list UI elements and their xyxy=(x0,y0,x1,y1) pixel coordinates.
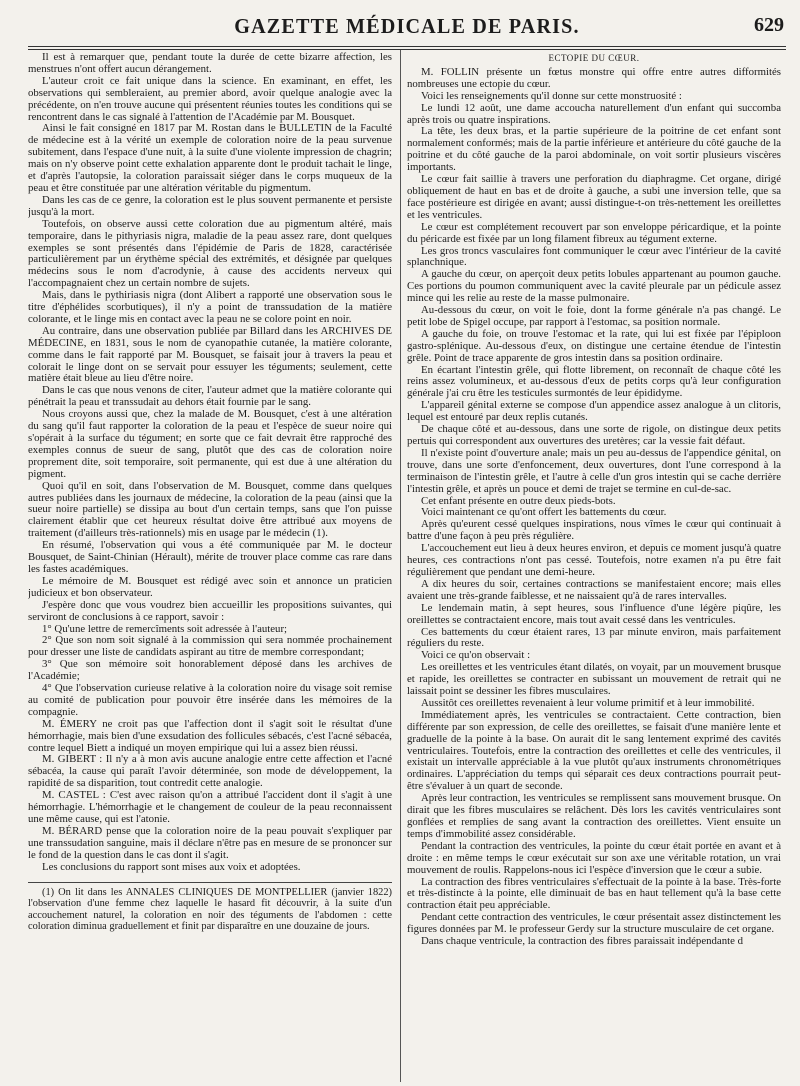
left-column xyxy=(28,52,392,1082)
column-divider xyxy=(400,50,401,1082)
paragraph: 1° Qu'une lettre de remercîments soit adressée à l'auteur; xyxy=(42,622,288,635)
paragraph: Il n'existe point d'ouverture anale; mais un peu au-dessus de l'appendice génital, on trouve, dans une sorte d'enfoncement, deux ouvertures, dont l'une correspond à la terminaison de l'intestin grêle, et l'autre à celle d'un gros intestin qui se cache derrière l'intestin grêle, et après un pouce et demi de trajet se termine en cul-de-sac. xyxy=(407,446,781,495)
header-rule-double xyxy=(28,49,786,50)
paragraph: 2° Que son nom soit signalé à la commission qui sera nommée prochainement pour dresser une liste de candidats aspirant au titre de membre correspondant; xyxy=(28,634,392,659)
paragraph: Le cœur est complétement recouvert par son enveloppe péricardique, et la pointe du péricarde est fixée par un long filament fibreux au tégument externe. xyxy=(407,220,781,245)
page-number: 629 xyxy=(754,14,784,36)
paragraph: En résumé, l'observation qui vous a été communiquée par M. le docteur Bousquet, de Saint-Chinian (Hérault), mérite de trouver place comme cas rare dans les fastes académiques. xyxy=(28,539,392,575)
paragraph: J'espère donc que vous voudrez bien accueillir les propositions suivantes, qui serviront de conclusions à ce rapport, savoir : xyxy=(28,598,392,623)
header-rule xyxy=(28,46,786,47)
paragraph: 4° Que l'observation curieuse relative à la coloration noire du visage soit remise au comité de publication pour pouvoir être insérée dans les mémoires de la compagnie. xyxy=(28,682,392,718)
paragraph: Il est à remarquer que, pendant toute la durée de cette bizarre affection, les menstrues n'ont offert aucun dérangement. xyxy=(28,52,392,75)
paragraph: Dans les cas de ce genre, la coloration est le plus souvent permanente et persiste jusqu'à la mort. xyxy=(28,193,392,218)
paragraph: Toutefois, on observe aussi cette coloration due au pigmentum altéré, mais temporaire, dans le pithyriasis nigra, maladie de la peau assez rare, dont quelques exemples se sont présentés dans l'épidémie de Paris de 1828, caractérisée particulièrement par un érythème spécial des extrémités, et désignée par quelques médecins sous le nom d'acrodynie, à cause des accidents nerveux qui l'accompagnaient chez un certain nombre de sujets. xyxy=(28,217,392,290)
paragraph: Immédiatement après, les ventricules se contractaient. Cette contraction, bien différente par son expression, de celle des oreillettes, se faisait d'une manière lente et graduelle de la pointe à la base. On aurait dit le sang lentement exprimé des cavités ventriculaires. Toutefois, entre la contraction des oreillettes et celle des ventricules, il existait un intervalle appréciable à la vue plutôt qu'aux instruments chronométriques ordinaires. L'appréciation du temps qui séparait ces deux contractions pourrait peut-être s'évaluer à un quart de seconde. xyxy=(407,708,781,793)
paragraph: Cet enfant présente en outre deux pieds-bots. xyxy=(421,494,616,507)
footnote-text: (1) On lit dans les ANNALES CLINIQUES DE MONTPELLIER (janvier 1822) l'observation d'une femme chez laquelle le hasard fit découvrir, à la suite d'un accouchement naturel, la coloration en noir des téguments de l'abdomen : cette coloration diminua graduellement et finit par disparaître en une douzaine de jours. xyxy=(28,886,392,933)
paragraph: Après leur contraction, les ventricules se remplissent sans mouvement brusque. On dirait que les fibres musculaires se relâchent. Dès lors les cavités ventriculaires sont gonflées et remplies de sang avant la contraction des oreillettes. Vient ensuite un temps d'immobilité assez considérable. xyxy=(407,792,781,840)
paragraph: La tête, les deux bras, et la partie supérieure de la poitrine de cet enfant sont normalement conformés; mais de la partie inférieure et antérieure du côté gauche de la poitrine et du côté gauche de la paroi abdominale, on voit sortir plusieurs viscères importants. xyxy=(407,125,781,174)
paragraph: Pendant cette contraction des ventricules, le cœur présentait assez distinctement les figures données par M. le professeur Gerdy sur la structure musculaire de cet organe. xyxy=(407,911,781,936)
masthead-title: GAZETTE MÉDICALE DE PARIS. xyxy=(234,14,580,38)
paragraph: Nous croyons aussi que, chez la malade de M. Bousquet, c'est à une altération du sang qu'il faut rapporter la coloration de la peau et l'espèce de sueur noire qui s'opérait à la surface du tégument; en sorte que ce fait devrait être rapproché des exemples connus de sueur de sang, plutôt que des cas de coloration noire proprement dite, soit temporaire, soit permanente, qui est due à une altération du pigment. xyxy=(28,408,392,480)
paragraph: Voici maintenant ce qu'ont offert les battements du cœur. xyxy=(421,506,667,519)
page-header xyxy=(28,12,786,42)
section-heading: ECTOPIE DU CŒUR. xyxy=(548,53,640,63)
paragraph: Voici ce qu'on observait : xyxy=(421,649,531,662)
left-column-paragraphs xyxy=(28,52,392,874)
paragraph: M. CASTEL : C'est avec raison qu'on a attribué l'accident dont il s'agit à une hémorrhagie. L'hémorrhagie et le changement de couleur de la peau reconnaissent une même cause, qui est l'atonie. xyxy=(28,789,392,825)
paragraph: Le lendemain matin, à sept heures, sous l'influence d'une légère piqûre, les oreillettes se contractaient encore, mais tout avait cessé dans les ventricules. xyxy=(407,601,781,626)
paragraph: Mais, dans le pythiriasis nigra (dont Alibert a rapporté une observation sous le titre d'éphélides scorbutiques), il n'y a point de transsudation de la matière colorante, et le linge mis en contact avec la peau ne se colore point en noir. xyxy=(28,289,392,325)
paragraph: Après qu'eurent cessé quelques inspirations, nous vîmes le cœur qui continuait à battre d'une façon à peu près régulière. xyxy=(407,518,781,543)
paragraph: M. FOLLIN présente un fœtus monstre qui offre entre autres difformités nombreuses une ectopie du cœur. xyxy=(407,65,781,90)
paragraph: Voici les renseignements qu'il donne sur cette monstruosité : xyxy=(421,89,682,102)
footnote-rule xyxy=(28,882,392,883)
paragraph: L'auteur croit ce fait unique dans la science. En examinant, en effet, les observations qui sembleraient, au premier abord, avoir quelque analogie avec la précédente, on n'en trouve aucune qui présentent réunies toutes les conditions qui se rencontrent dans le cas signalé à l'attention de l'Académie par M. Bousquet. xyxy=(28,74,392,123)
paragraph: Le cœur fait saillie à travers une perforation du diaphragme. Cet organe, dirigé obliquement de haut en bas et de droite à gauche, a subi une inversion telle, que sa face postérieure est dirigée en avant; aussi distingue-t-on très-nettement les oreillettes et les ventricules. xyxy=(407,173,781,221)
right-column xyxy=(407,52,781,1082)
paragraph: Pendant la contraction des ventricules, la pointe du cœur était portée en avant et à droite : en même temps le cœur exécutait sur son axe une véritable rotation, un vrai mouvement de roulis. Rappelons-nous ici l'espèce d'inversion que le cœur a subie. xyxy=(407,839,781,876)
paragraph: A gauche du foie, on trouve l'estomac et la rate, qui lui est fixée par l'épiploon gastro-splénique. Au-dessous d'eux, on distingue une certaine étendue de l'intestin grêle. Point de trace apparente de gros intestin dans sa position ordinaire. xyxy=(407,327,781,364)
paragraph: M. GIBERT : Il n'y a à mon avis aucune analogie entre cette affection et l'acné sébacéa, la cause qui paraît l'avoir déterminée, son mode de développement, la rapidité de sa disparition, tout contredit cette analogie. xyxy=(28,753,392,790)
right-column-paragraphs xyxy=(407,67,781,948)
paragraph: Aussitôt ces oreillettes revenaient à leur volume primitif et à leur immobilité. xyxy=(421,696,755,709)
paragraph: Dans chaque ventricule, la contraction des fibres paraissait indépendante d xyxy=(421,935,743,948)
paragraph: Au contraire, dans une observation publiée par Billard dans les ARCHIVES DE MÉDECINE, en 1831, sous le nom de cyanopathie cutanée, la matière colorante, comme dans le fait rapporté par M. Bousquet, se faisait jour à travers la peau et colorait le linge dont on se servait pour essuyer les téguments; seulement, cette matière était bleue au lieu d'être noire. xyxy=(28,324,392,385)
paragraph: M. BÉRARD pense que la coloration noire de la peau pouvait s'expliquer par une transsudation sanguine, mais il déclare n'être pas en mesure de se prononcer sur le fond de la question dans le cas dont il s'agit. xyxy=(28,824,392,861)
paragraph: Le mémoire de M. Bousquet est rédigé avec soin et annonce un praticien judicieux et bon observateur. xyxy=(28,574,392,599)
paragraph: L'appareil génital externe se compose d'un appendice assez analogue à un clitoris, lequel est entouré par deux replis cutanés. xyxy=(407,399,781,424)
paragraph: Les gros troncs vasculaires font communiquer le cœur avec l'intérieur de la cavité splanchnique. xyxy=(407,244,781,269)
paragraph: 3° Que son mémoire soit honorablement déposé dans les archives de l'Académie; xyxy=(28,658,392,683)
paragraph: Les conclusions du rapport sont mises aux voix et adoptées. xyxy=(42,860,301,873)
paragraph: Ainsi le fait consigné en 1817 par M. Rostan dans le BULLETIN de la Faculté de médecine est à la vérité un exemple de coloration noire de la peau survenue subitement, dans l'espace d'une nuit, à la suite d'une violente impression de chagrin; mais on n'y observe point cette exhalation apparente dont le produit tachait le linge, et d'après l'autopsie, la coloration paraissait siéger dans le corps muqueux de la peau et être constituée par une altération véritable du pigmentum. xyxy=(28,122,392,194)
paragraph: Le lundi 12 août, une dame accoucha naturellement d'un enfant qui succomba après trois ou quatre inspirations. xyxy=(407,101,781,126)
footnote xyxy=(28,887,392,933)
paragraph: Ces battements du cœur étaient rares, 13 par minute environ, mais parfaitement réguliers du reste. xyxy=(407,625,781,650)
paragraph: M. ÉMERY ne croit pas que l'affection dont il s'agit soit le résultat d'une hémorrhagie, mais bien d'une exsudation des follicules sébacés, c'est l'acné sébacéa, contre lequel Biett a indiqué un moyen empirique qui lui a assez bien réussi. xyxy=(28,717,392,754)
paragraph: Les oreillettes et les ventricules étant dilatés, on voyait, par un mouvement brusque et rapide, les oreillettes se contracter en subissant un mouvement de retrait qui ne laissait point se dessiner les fibres musculaires. xyxy=(407,661,781,698)
paragraph: De chaque côté et au-dessous, dans une sorte de rigole, on distingue deux petits pertuis qui correspondent aux ouvertures des uretères; car la vessie fait défaut. xyxy=(407,423,781,447)
paragraph: L'accouchement eut lieu à deux heures environ, et depuis ce moment jusqu'à quatre heures, ces contractions n'ont pas cessé. Toutefois, notre examen n'a pu être fait régulièrement que pendant une demi-heure. xyxy=(407,542,781,578)
paragraph: Quoi qu'il en soit, dans l'observation de M. Bousquet, comme dans quelques autres publiées dans les journaux de médecine, la coloration de la peau (ainsi que la sueur noire partielle) se dissipa au bout d'un certain temps, sans que l'on puisse clairement établir que cet heureux résultat doive être attribué aux moyens de traitement (d'ailleurs très-rationnels) mis en usage par le médecin (1). xyxy=(28,479,392,540)
paragraph: Dans le cas que nous venons de citer, l'auteur admet que la matière colorante qui pénétrait la peau et transsudait au dehors était fournie par le sang. xyxy=(28,384,392,409)
paragraph: En écartant l'intestin grêle, qui flotte librement, on reconnaît de chaque côté les reins assez volumineux, et au-dessous d'eux de petits corps qu'à leur configuration générale j'ai cru être les testicules surmontés de leur épididyme. xyxy=(407,363,781,400)
paragraph: A gauche du cœur, on aperçoit deux petits lobules appartenant au poumon gauche. Ces portions du poumon communiquent avec la cavité pleurale par un pédicule assez mince qui les relie au reste de la masse pulmonaire. xyxy=(407,268,781,305)
paragraph: A dix heures du soir, certaines contractions se manifestaient encore; mais elles avaient une très-grande faiblesse, et ne naissaient qu'à de rares intervalles. xyxy=(407,577,781,602)
paragraph: La contraction des fibres ventriculaires s'effectuait de la pointe à la base. Très-forte et très-distincte à la pointe, elle diminuait de bas en haut tellement qu'à la base cette contraction était peu appréciable. xyxy=(407,875,781,912)
paragraph: Au-dessous du cœur, on voit le foie, dont la forme générale n'a pas changé. Le petit lobe de Spigel occupe, par rapport à l'estomac, sa position normale. xyxy=(407,304,781,328)
